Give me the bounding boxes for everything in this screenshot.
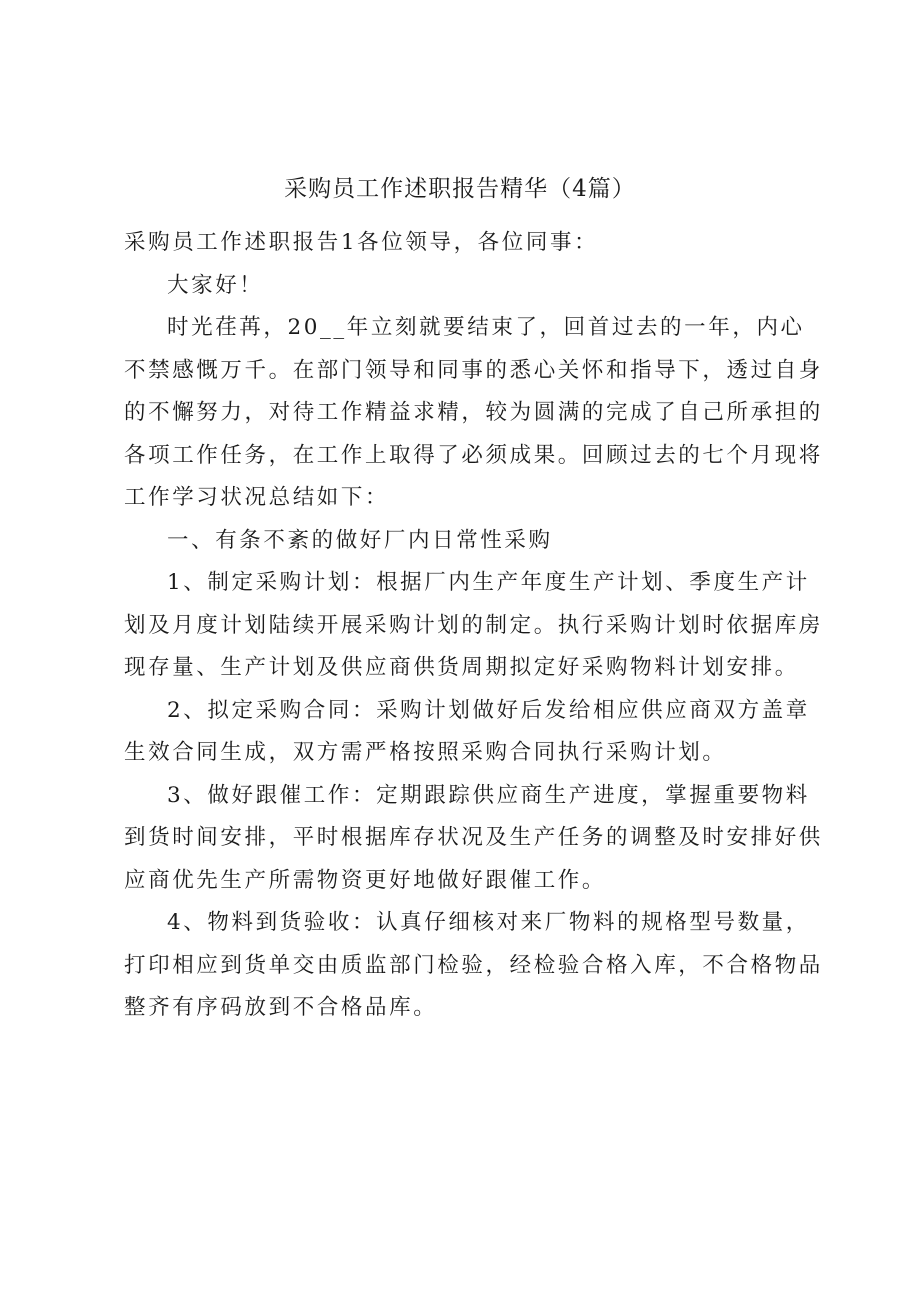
paragraph-6: 2、拟定采购合同：采购计划做好后发给相应供应商双方盖章生效合同生成，双方需严格按照采购合同执行采购计划。 — [124, 697, 810, 765]
paragraph-1: 采购员工作述职报告1各位领导，各位同事： — [124, 230, 599, 255]
document-body — [124, 222, 824, 1030]
paragraph-3: 时光荏苒，20__年立刻就要结束了，回首过去的一年，内心不禁感慨万千。在部门领导和同事的悉心关怀和指导下，透过自身的不懈努力，对待工作精益求精，较为圆满的完成了自己所承担的各项工作任务，在工作上取得了必须成果。回顾过去的七个月现将工作学习状况总结如下： — [124, 315, 823, 510]
paragraph-2: 大家好！ — [167, 272, 264, 298]
paragraph-4: 一、有条不紊的做好厂内日常性采购 — [167, 527, 553, 553]
paragraph-7: 3、做好跟催工作：定期跟踪供应商生产进度，掌握重要物料到货时间安排，平时根据库存状况及生产任务的调整及时安排好供应商优先生产所需物资更好地做好跟催工作。 — [124, 782, 823, 893]
document-title: 采购员工作述职报告精华（4篇） — [284, 176, 636, 202]
paragraph-8: 4、物料到货验收：认真仔细核对来厂物料的规格型号数量，打印相应到货单交由质监部门检验，经检验合格入库，不合格物品整齐有序码放到不合格品库。 — [124, 910, 823, 1020]
paragraph-5: 1、制定采购计划：根据厂内生产年度生产计划、季度生产计划及月度计划陆续开展采购计划的制定。执行采购计划时依据库房现存量、生产计划及供应商供货周期拟定好采购物料计划安排。 — [124, 570, 823, 680]
